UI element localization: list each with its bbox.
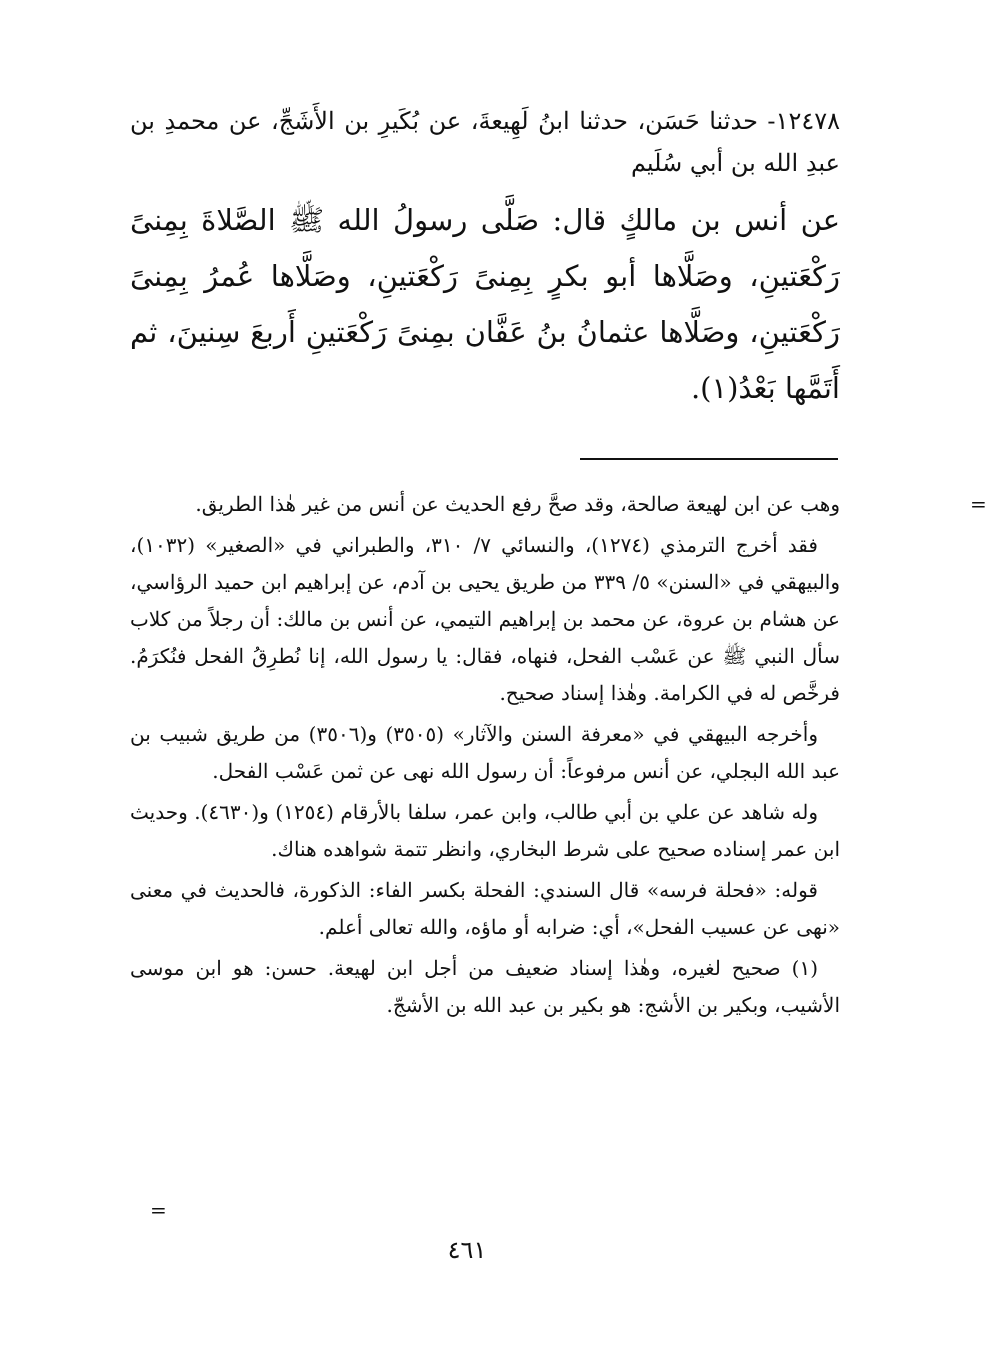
footnote-paragraph: وله شاهد عن علي بن أبي طالب، وابن عمر، سلفا بالأرقام (١٢٥٤) و(٤٦٣٠). وحديث ابن عمر إسناده صحيح على شرط البخاري، وانظر تتمة شواهده هناك.	[130, 800, 840, 861]
hadith-isnad: ١٢٤٧٨- حدثنا حَسَن، حدثنا ابنُ لَهِيعةَ، عن بُكَيرِ بن الأَشَجِّ، عن محمدِ بن عبدِ الله بن أبي سُلَيم	[130, 107, 840, 177]
continuation-end-marker: =	[150, 1198, 167, 1222]
hadith-matn: عن أنس بن مالكٍ قال: صَلَّى رسولُ الله ﷺ الصَّلاةَ بِمِنىً رَكْعَتينِ، وصَلَّاها أبو بكرٍ بِمِنىً رَكْعَتينِ، وصَلَّاها عُمرُ بِمِنىً رَكْعَتينِ، وصَلَّاها عثمانُ بنُ عَفَّان بمِنىً رَكْعَتينِ أَربعَ سِنينَ، ثم أَتَمَّها بَعْدُ(١).	[130, 203, 840, 405]
footnote-text: وهب عن ابن لهيعة صالحة، وقد صحَّ رفع الحديث عن أنس من غير هٰذا الطريق.	[195, 492, 840, 516]
page-number: ٤٦١	[447, 1236, 487, 1264]
footnote-paragraph: فقد أخرج الترمذي (١٢٧٤)، والنسائي ٧/ ٣١٠، والطبراني في «الصغير» (١٠٣٢)، والبيهقي في «السنن» ٥/ ٣٣٩ من طريق يحيى بن آدم، عن إبراهيم ابن حميد الرؤاسي، عن هشام بن عروة، عن محمد بن إبراهيم التيمي، عن أنس بن مالك: أن رجلاً من كلاب سأل النبي ﷺ عن عَسْب الفحل، فنهاه، فقال: يا رسول الله، إنا نُطرِقُ الفحل فنُكرَمُ. فرخَّص له في الكرامة. وهٰذا إسناد صحيح.	[130, 533, 841, 705]
footnote-1: (١) صحيح لغيره، وهٰذا إسناد ضعيف من أجل ابن لهيعة. حسن: هو ابن موسى الأشيب، وبكير بن الأشج: هو بكير بن عبد الله بن الأشجّ.	[130, 956, 840, 1017]
footnotes	[130, 486, 987, 1028]
footnote-paragraph: وأخرجه البيهقي في «معرفة السنن والآثار» (٣٥٠٥) و(٣٥٠٦) من طريق شبيب بن عبد الله البجلي، عن أنس مرفوعاً: أن رسول الله نهى عن ثمن عَسْب الفحل.	[130, 722, 840, 783]
continuation-marker: =	[970, 492, 987, 516]
footnote-separator	[580, 458, 838, 460]
main-text	[130, 100, 840, 416]
footnote-continuation	[130, 486, 987, 523]
footnote-paragraph: قوله: «فحلة فرسه» قال السندي: الفحلة بكسر الفاء: الذكورة، فالحديث في معنى «نهى عن عسيب الفحل»، أي: ضرابه أو ماؤه، والله تعالى أعلم.	[130, 878, 840, 939]
